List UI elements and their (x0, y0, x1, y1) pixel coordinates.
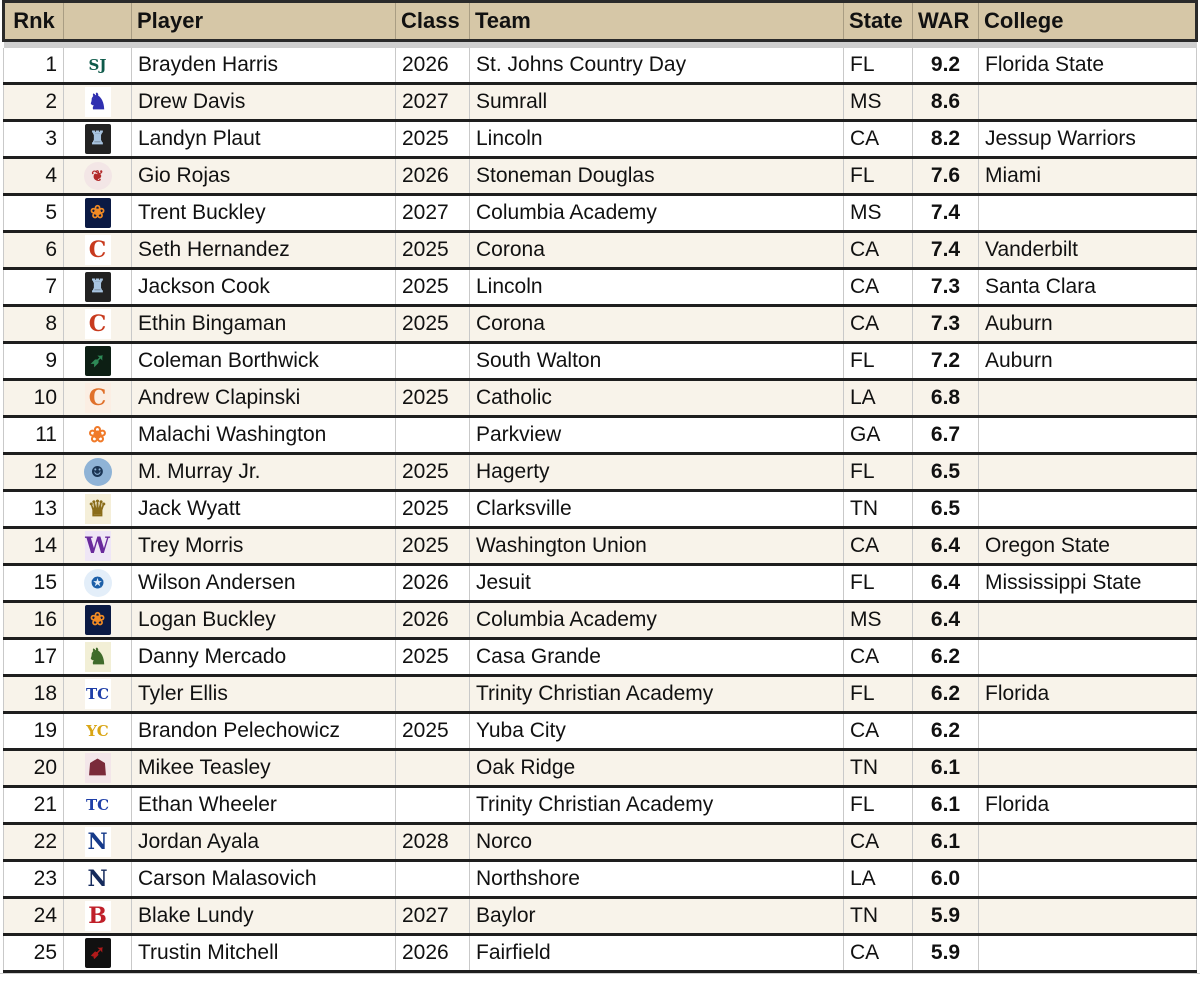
table-row[interactable] (4, 713, 1197, 750)
state-cell[interactable]: FL (844, 787, 913, 824)
table-row[interactable] (4, 48, 1197, 84)
player-cell[interactable]: Jackson Cook (132, 269, 396, 306)
class-cell[interactable]: 2026 (396, 565, 470, 602)
team-cell[interactable]: Sumrall (470, 84, 844, 121)
state-cell[interactable]: CA (844, 824, 913, 861)
class-cell[interactable]: 2026 (396, 602, 470, 639)
team-cell[interactable]: Corona (470, 232, 844, 269)
college-cell[interactable] (979, 491, 1197, 528)
rank-cell[interactable]: 9 (4, 343, 64, 380)
player-cell[interactable]: Trey Morris (132, 528, 396, 565)
column-header-class[interactable]: Class (396, 2, 470, 41)
table-row[interactable] (4, 528, 1197, 565)
player-cell[interactable]: Gio Rojas (132, 158, 396, 195)
table-row[interactable] (4, 602, 1197, 639)
class-cell[interactable]: 2025 (396, 121, 470, 158)
team-cell[interactable]: Catholic (470, 380, 844, 417)
college-cell[interactable]: Florida State (979, 48, 1197, 84)
table-row[interactable] (4, 565, 1197, 602)
table-row[interactable] (4, 639, 1197, 676)
war-cell[interactable]: 6.4 (913, 565, 979, 602)
tc-monogram-icon: TC (85, 790, 111, 820)
falcon-icon: ➹ (85, 938, 111, 968)
column-header-college[interactable]: College (979, 2, 1197, 41)
rank-cell[interactable]: 19 (4, 713, 64, 750)
team-cell[interactable]: Yuba City (470, 713, 844, 750)
state-cell[interactable]: MS (844, 84, 913, 121)
player-cell[interactable]: Ethan Wheeler (132, 787, 396, 824)
college-cell[interactable] (979, 602, 1197, 639)
college-cell[interactable] (979, 935, 1197, 972)
table-row[interactable] (4, 121, 1197, 158)
table-row[interactable] (4, 491, 1197, 528)
player-cell[interactable]: Ethin Bingaman (132, 306, 396, 343)
table-row[interactable] (4, 417, 1197, 454)
class-cell[interactable]: 2027 (396, 195, 470, 232)
class-cell[interactable]: 2025 (396, 454, 470, 491)
table-row[interactable] (4, 380, 1197, 417)
yc-monogram-icon: YC (85, 716, 111, 746)
rank-cell[interactable]: 24 (4, 898, 64, 935)
class-cell[interactable]: 2025 (396, 528, 470, 565)
logo-cell[interactable] (64, 861, 132, 898)
class-cell[interactable]: 2025 (396, 380, 470, 417)
wildcat-icon: ☗ (85, 753, 111, 783)
player-cell[interactable]: Andrew Clapinski (132, 380, 396, 417)
team-cell[interactable]: Trinity Christian Academy (470, 787, 844, 824)
war-cell[interactable]: 6.4 (913, 602, 979, 639)
team-cell[interactable]: St. Johns Country Day (470, 48, 844, 84)
class-cell[interactable] (396, 417, 470, 454)
logo-cell[interactable] (64, 269, 132, 306)
class-cell[interactable] (396, 750, 470, 787)
player-cell[interactable]: M. Murray Jr. (132, 454, 396, 491)
war-cell[interactable]: 6.1 (913, 750, 979, 787)
class-cell[interactable]: 2025 (396, 269, 470, 306)
war-cell[interactable]: 6.0 (913, 861, 979, 898)
war-cell[interactable]: 7.4 (913, 195, 979, 232)
state-cell[interactable]: TN (844, 750, 913, 787)
state-cell[interactable]: FL (844, 454, 913, 491)
war-cell[interactable]: 8.6 (913, 84, 979, 121)
state-cell[interactable]: TN (844, 898, 913, 935)
state-cell[interactable]: FL (844, 48, 913, 84)
crest-icon: ♛ (85, 494, 111, 524)
tc-monogram-icon: TC (85, 679, 111, 709)
state-cell[interactable]: CA (844, 121, 913, 158)
team-cell[interactable]: Hagerty (470, 454, 844, 491)
n-arc-icon: N (85, 864, 111, 894)
war-cell[interactable]: 5.9 (913, 898, 979, 935)
player-cell[interactable]: Carson Malasovich (132, 861, 396, 898)
war-cell[interactable]: 6.1 (913, 787, 979, 824)
logo-cell[interactable] (64, 84, 132, 121)
rank-cell[interactable]: 4 (4, 158, 64, 195)
team-cell[interactable]: Jesuit (470, 565, 844, 602)
logo-cell[interactable] (64, 306, 132, 343)
rank-cell[interactable]: 22 (4, 824, 64, 861)
war-cell[interactable]: 9.2 (913, 48, 979, 84)
war-cell[interactable]: 6.1 (913, 824, 979, 861)
table-row[interactable] (4, 935, 1197, 972)
war-cell[interactable]: 6.4 (913, 528, 979, 565)
college-cell[interactable] (979, 861, 1197, 898)
college-cell[interactable] (979, 824, 1197, 861)
player-cell[interactable]: Landyn Plaut (132, 121, 396, 158)
logo-cell[interactable] (64, 417, 132, 454)
rank-cell[interactable]: 18 (4, 676, 64, 713)
team-cell[interactable]: Oak Ridge (470, 750, 844, 787)
state-cell[interactable]: TN (844, 491, 913, 528)
n-block-icon: N (85, 827, 111, 857)
college-cell[interactable]: Jessup Warriors (979, 121, 1197, 158)
war-cell[interactable]: 7.3 (913, 306, 979, 343)
class-cell[interactable]: 2027 (396, 898, 470, 935)
team-cell[interactable]: Northshore (470, 861, 844, 898)
table-row[interactable] (4, 343, 1197, 380)
rank-cell[interactable]: 15 (4, 565, 64, 602)
class-cell[interactable]: 2026 (396, 48, 470, 84)
class-cell[interactable] (396, 861, 470, 898)
table-row[interactable] (4, 787, 1197, 824)
player-cell[interactable]: Blake Lundy (132, 898, 396, 935)
class-cell[interactable] (396, 676, 470, 713)
player-cell[interactable]: Coleman Borthwick (132, 343, 396, 380)
logo-cell[interactable] (64, 565, 132, 602)
class-cell[interactable]: 2025 (396, 232, 470, 269)
table-row[interactable] (4, 676, 1197, 713)
table-row[interactable] (4, 269, 1197, 306)
player-cell[interactable]: Mikee Teasley (132, 750, 396, 787)
college-cell[interactable] (979, 713, 1197, 750)
team-cell[interactable]: Parkview (470, 417, 844, 454)
state-cell[interactable]: FL (844, 676, 913, 713)
player-cell[interactable]: Tyler Ellis (132, 676, 396, 713)
bobcat-icon: ♞ (85, 87, 111, 117)
state-cell[interactable]: LA (844, 380, 913, 417)
logo-cell[interactable] (64, 158, 132, 195)
college-cell[interactable]: Florida (979, 787, 1197, 824)
trojan-icon: ♜ (85, 124, 111, 154)
class-cell[interactable]: 2025 (396, 713, 470, 750)
state-cell[interactable]: FL (844, 158, 913, 195)
team-cell[interactable]: Lincoln (470, 121, 844, 158)
war-cell[interactable]: 6.8 (913, 380, 979, 417)
table-row[interactable] (4, 232, 1197, 269)
state-cell[interactable]: GA (844, 417, 913, 454)
logo-cell[interactable] (64, 232, 132, 269)
college-cell[interactable]: Auburn (979, 306, 1197, 343)
war-cell[interactable]: 6.2 (913, 639, 979, 676)
war-cell[interactable]: 5.9 (913, 935, 979, 972)
rank-cell[interactable]: 1 (4, 48, 64, 84)
college-cell[interactable] (979, 380, 1197, 417)
player-cell[interactable]: Trent Buckley (132, 195, 396, 232)
player-cell[interactable]: Jack Wyatt (132, 491, 396, 528)
rank-cell[interactable]: 25 (4, 935, 64, 972)
rank-cell[interactable]: 16 (4, 602, 64, 639)
column-header-war[interactable]: WAR (913, 2, 979, 41)
team-cell[interactable]: Baylor (470, 898, 844, 935)
rank-cell[interactable]: 5 (4, 195, 64, 232)
state-cell[interactable]: CA (844, 713, 913, 750)
rank-cell[interactable]: 2 (4, 84, 64, 121)
rank-cell[interactable]: 20 (4, 750, 64, 787)
logo-cell[interactable] (64, 454, 132, 491)
player-cell[interactable]: Danny Mercado (132, 639, 396, 676)
war-cell[interactable]: 8.2 (913, 121, 979, 158)
war-cell[interactable]: 7.4 (913, 232, 979, 269)
player-cell[interactable]: Jordan Ayala (132, 824, 396, 861)
war-cell[interactable]: 7.2 (913, 343, 979, 380)
logo-cell[interactable] (64, 121, 132, 158)
logo-cell[interactable] (64, 195, 132, 232)
player-cell[interactable]: Drew Davis (132, 84, 396, 121)
college-cell[interactable]: Vanderbilt (979, 232, 1197, 269)
college-cell[interactable]: Florida (979, 676, 1197, 713)
class-cell[interactable] (396, 343, 470, 380)
team-cell[interactable]: Stoneman Douglas (470, 158, 844, 195)
college-cell[interactable]: Mississippi State (979, 565, 1197, 602)
state-cell[interactable]: CA (844, 935, 913, 972)
rank-cell[interactable]: 21 (4, 787, 64, 824)
table-row[interactable] (4, 898, 1197, 935)
rankings-table (2, 0, 1198, 973)
college-cell[interactable]: Santa Clara (979, 269, 1197, 306)
column-header-state[interactable]: State (844, 2, 913, 41)
logo-cell[interactable] (64, 935, 132, 972)
rank-cell[interactable]: 12 (4, 454, 64, 491)
war-cell[interactable]: 6.2 (913, 713, 979, 750)
war-cell[interactable]: 6.2 (913, 676, 979, 713)
rank-cell[interactable]: 17 (4, 639, 64, 676)
team-cell[interactable]: Fairfield (470, 935, 844, 972)
b-script-icon: B (85, 901, 111, 931)
state-cell[interactable]: FL (844, 565, 913, 602)
logo-cell[interactable] (64, 824, 132, 861)
class-cell[interactable] (396, 787, 470, 824)
paw-icon: ❀ (85, 420, 111, 450)
table-header (4, 2, 1197, 41)
team-cell[interactable]: Columbia Academy (470, 195, 844, 232)
tiger-seal-icon: ✪ (84, 569, 112, 597)
logo-cell[interactable] (64, 528, 132, 565)
team-cell[interactable]: Corona (470, 306, 844, 343)
rank-cell[interactable]: 7 (4, 269, 64, 306)
rank-cell[interactable]: 13 (4, 491, 64, 528)
rank-cell[interactable]: 8 (4, 306, 64, 343)
table-row[interactable] (4, 454, 1197, 491)
column-header-rank[interactable]: Rnk (4, 2, 64, 41)
team-cell[interactable]: Trinity Christian Academy (470, 676, 844, 713)
player-cell[interactable]: Brandon Pelechowicz (132, 713, 396, 750)
header-divider (4, 41, 1197, 49)
player-cell[interactable]: Brayden Harris (132, 48, 396, 84)
trojan-icon: ♜ (85, 272, 111, 302)
class-cell[interactable]: 2026 (396, 158, 470, 195)
state-cell[interactable]: FL (844, 343, 913, 380)
state-cell[interactable]: MS (844, 602, 913, 639)
sj-monogram-icon: SJ (85, 50, 111, 80)
table-row[interactable] (4, 158, 1197, 195)
c-letter-icon: C (85, 309, 111, 339)
logo-cell[interactable] (64, 787, 132, 824)
eagle-seal-icon: ❦ (84, 162, 112, 190)
class-cell[interactable]: 2025 (396, 306, 470, 343)
team-cell[interactable]: Norco (470, 824, 844, 861)
player-cell[interactable]: Wilson Andersen (132, 565, 396, 602)
table-row[interactable] (4, 750, 1197, 787)
w-shield-icon: W (85, 533, 110, 559)
team-cell[interactable]: Lincoln (470, 269, 844, 306)
team-cell[interactable]: Columbia Academy (470, 602, 844, 639)
college-cell[interactable]: Miami (979, 158, 1197, 195)
class-cell[interactable]: 2027 (396, 84, 470, 121)
logo-cell[interactable] (64, 48, 132, 84)
rank-cell[interactable]: 10 (4, 380, 64, 417)
player-cell[interactable]: Seth Hernandez (132, 232, 396, 269)
team-cell[interactable]: Clarksville (470, 491, 844, 528)
war-cell[interactable]: 7.6 (913, 158, 979, 195)
state-cell[interactable]: CA (844, 639, 913, 676)
column-header-logo[interactable] (64, 2, 132, 41)
class-cell[interactable]: 2025 (396, 639, 470, 676)
paw-icon: ❀ (85, 198, 111, 228)
college-cell[interactable] (979, 898, 1197, 935)
c-letter-icon: C (85, 235, 111, 265)
war-cell[interactable]: 6.5 (913, 454, 979, 491)
logo-cell[interactable] (64, 639, 132, 676)
logo-cell[interactable] (64, 602, 132, 639)
class-cell[interactable]: 2028 (396, 824, 470, 861)
rank-cell[interactable]: 6 (4, 232, 64, 269)
logo-cell[interactable] (64, 750, 132, 787)
college-cell[interactable] (979, 84, 1197, 121)
player-cell[interactable]: Logan Buckley (132, 602, 396, 639)
table-row[interactable] (4, 195, 1197, 232)
logo-cell[interactable] (64, 713, 132, 750)
paw-icon: ❀ (85, 605, 111, 635)
college-cell[interactable] (979, 195, 1197, 232)
war-cell[interactable]: 6.7 (913, 417, 979, 454)
war-cell[interactable]: 6.5 (913, 491, 979, 528)
table-row[interactable] (4, 824, 1197, 861)
table-row[interactable] (4, 84, 1197, 121)
class-cell[interactable]: 2026 (396, 935, 470, 972)
college-cell[interactable] (979, 417, 1197, 454)
husky-seal-icon: ☻ (84, 458, 112, 486)
team-cell[interactable]: South Walton (470, 343, 844, 380)
table-body (4, 41, 1197, 972)
state-cell[interactable]: CA (844, 269, 913, 306)
logo-cell[interactable] (64, 676, 132, 713)
rank-cell[interactable]: 23 (4, 861, 64, 898)
state-cell[interactable]: LA (844, 861, 913, 898)
c-block-icon: C (85, 383, 111, 413)
logo-cell[interactable] (64, 898, 132, 935)
rank-cell[interactable]: 3 (4, 121, 64, 158)
team-cell[interactable]: Washington Union (470, 528, 844, 565)
table-row[interactable] (4, 861, 1197, 898)
college-cell[interactable] (979, 454, 1197, 491)
logo-cell[interactable] (64, 380, 132, 417)
college-cell[interactable]: Oregon State (979, 528, 1197, 565)
gaucho-icon: ♞ (85, 642, 111, 672)
state-cell[interactable]: CA (844, 232, 913, 269)
logo-cell[interactable] (64, 491, 132, 528)
war-cell[interactable]: 7.3 (913, 269, 979, 306)
seahawk-icon: ➶ (85, 346, 111, 376)
table-row[interactable] (4, 306, 1197, 343)
college-cell[interactable] (979, 639, 1197, 676)
rank-cell[interactable]: 14 (4, 528, 64, 565)
team-cell[interactable]: Casa Grande (470, 639, 844, 676)
column-header-player[interactable]: Player (132, 2, 396, 41)
column-header-team[interactable]: Team (470, 2, 844, 41)
college-cell[interactable] (979, 750, 1197, 787)
state-cell[interactable]: MS (844, 195, 913, 232)
logo-cell[interactable] (64, 343, 132, 380)
college-cell[interactable]: Auburn (979, 343, 1197, 380)
rank-cell[interactable]: 11 (4, 417, 64, 454)
state-cell[interactable]: CA (844, 528, 913, 565)
player-cell[interactable]: Trustin Mitchell (132, 935, 396, 972)
state-cell[interactable]: CA (844, 306, 913, 343)
player-cell[interactable]: Malachi Washington (132, 417, 396, 454)
class-cell[interactable]: 2025 (396, 491, 470, 528)
